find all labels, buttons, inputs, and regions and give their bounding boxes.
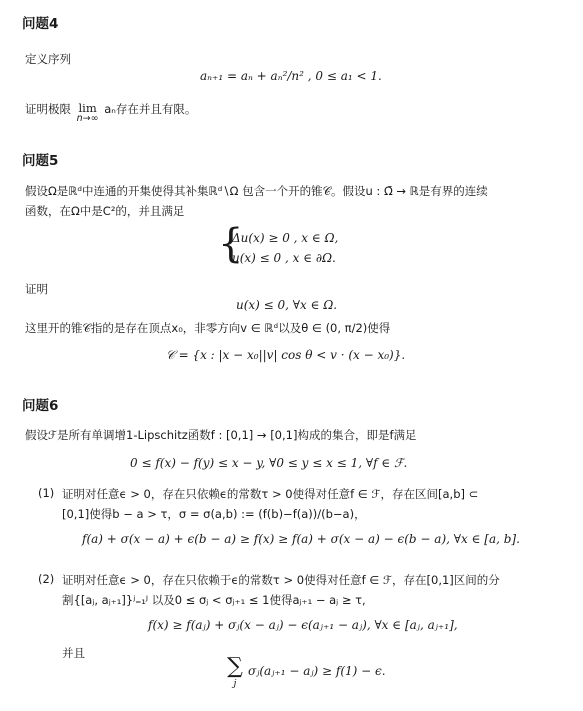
system-line-1: Δu(x) ≥ 0 , x ∈ Ω,	[232, 231, 339, 245]
problem-5-result: u(x) ≤ 0, ∀x ∈ Ω.	[236, 298, 338, 312]
part-1-line2: [0,1]使得b − a > τ，σ = σ(a,b) := (f(b)−f(a))/(b−a)，	[62, 507, 366, 521]
problem-5-prove: 证明	[25, 282, 48, 296]
part-2-and: 并且	[62, 646, 85, 660]
problem-4-claim	[25, 101, 196, 124]
part-2-label: (2)	[38, 572, 55, 586]
limit-subscript: n→∞	[76, 113, 99, 124]
part-1-formula: f(a) + σ(x − a) + ϵ(b − a) ≥ f(x) ≥ f(a) + σ(x − a) − ϵ(b − a), ∀x ∈ [a, b].	[82, 532, 520, 546]
part-2-line1: 证明对任意ϵ > 0，存在只依赖于ϵ的常数τ > 0使得对任意f ∈ ℱ，存在[0,1]区间的分	[62, 573, 500, 587]
part-2-sum-formula: σⱼ(aⱼ₊₁ − aⱼ) ≥ f(1) − ϵ.	[248, 664, 386, 678]
summation-index: j	[233, 678, 237, 689]
part-2-line2: 割{[aⱼ, aⱼ₊₁]}ʲ₌₁ᴶ 以及0 ≤ σⱼ < σⱼ₊₁ ≤ 1使得aⱼ₊₁ − aⱼ ≥ τ,	[62, 593, 366, 607]
limit-operator	[77, 101, 99, 124]
system-line-2: u(x) ≤ 0 , x ∈ ∂Ω.	[232, 251, 336, 265]
problem-4-claim-pre: 证明极限	[25, 102, 71, 116]
summation-operator	[225, 656, 245, 689]
limit-lim: lim	[78, 101, 97, 115]
problem-6-title: 问题6	[22, 398, 59, 414]
problem-6-inequality: 0 ≤ f(x) − f(y) ≤ x − y, ∀0 ≤ y ≤ x ≤ 1, ∀f ∈ ℱ.	[130, 456, 408, 470]
problem-5-cone-formula: 𝒞 = {x : |x − x₀||v| cos θ < v · (x − x₀)}.	[166, 348, 406, 362]
part-1-line1: 证明对任意ϵ > 0，存在只依赖ϵ的常数τ > 0使得对任意f ∈ ℱ，存在区间[a,b] ⊂	[62, 487, 479, 501]
problem-4-claim-post: aₙ存在并且有限。	[104, 102, 197, 116]
problem-5-line2: 函数，在Ω中是C²的，并且满足	[25, 204, 185, 218]
summation-symbol: ∑	[227, 654, 243, 679]
system-brace: {	[218, 221, 244, 267]
problem-5-line1: 假设Ω是ℝᵈ中连通的开集使得其补集ℝᵈ∖Ω 包含一个开的锥𝒞。假设u : Ω̄ → ℝ是有界的连续	[25, 184, 488, 198]
problem-4-title: 问题4	[22, 16, 59, 32]
problem-5-title: 问题5	[22, 153, 59, 169]
problem-5-cone-text: 这里开的锥𝒞指的是存在顶点x₀，非零方向v ∈ ℝᵈ以及θ ∈ (0, π/2)使得	[25, 321, 391, 335]
problem-6-intro: 假设ℱ是所有单调增1-Lipschitz函数f : [0,1] → [0,1]构成的集合，即是f满足	[25, 428, 417, 442]
problem-4-intro: 定义序列	[25, 52, 71, 66]
part-2-formula: f(x) ≥ f(aⱼ) + σⱼ(x − aⱼ) − ϵ(aⱼ₊₁ − aⱼ), ∀x ∈ [aⱼ, aⱼ₊₁],	[148, 618, 458, 632]
problem-4-formula: aₙ₊₁ = aₙ + aₙ²/n² , 0 ≤ a₁ < 1.	[200, 69, 382, 83]
part-1-label: (1)	[38, 486, 55, 500]
